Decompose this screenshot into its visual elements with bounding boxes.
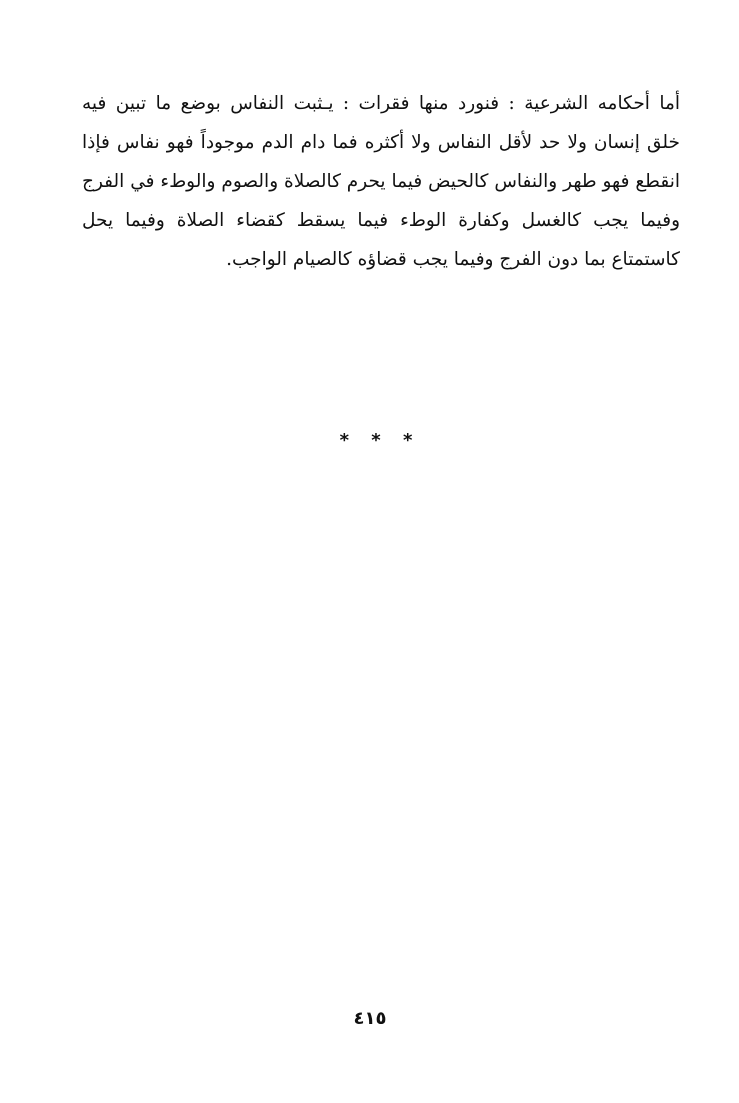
- paragraph-line-4: وفيما يجب كالغسل وكفارة الوطء فيما يسقط كقضاء الصلاة وفيما يحل: [82, 210, 680, 231]
- body-paragraph: [82, 84, 680, 279]
- paragraph-line-1: أما أحكامه الشرعية : فنورد منها فقرات : يـثبت النفاس بوضع ما تبين فيه: [82, 93, 680, 114]
- paragraph-line-3: انقطع فهو طهر والنفاس كالحيض فيما يحرم كالصلاة والصوم والوطء في الفرج: [82, 171, 680, 192]
- paragraph-line-2: خلق إنسان ولا حد لأقل النفاس ولا أكثره فما دام الدم موجوداً فهو نفاس فإذا: [82, 132, 680, 153]
- page-number: ٤١٥: [353, 1008, 387, 1029]
- section-separator: * * *: [339, 430, 421, 451]
- paragraph-line-5: كاستمتاع بما دون الفرج وفيما يجب قضاؤه كالصيام الواجب.: [226, 249, 680, 270]
